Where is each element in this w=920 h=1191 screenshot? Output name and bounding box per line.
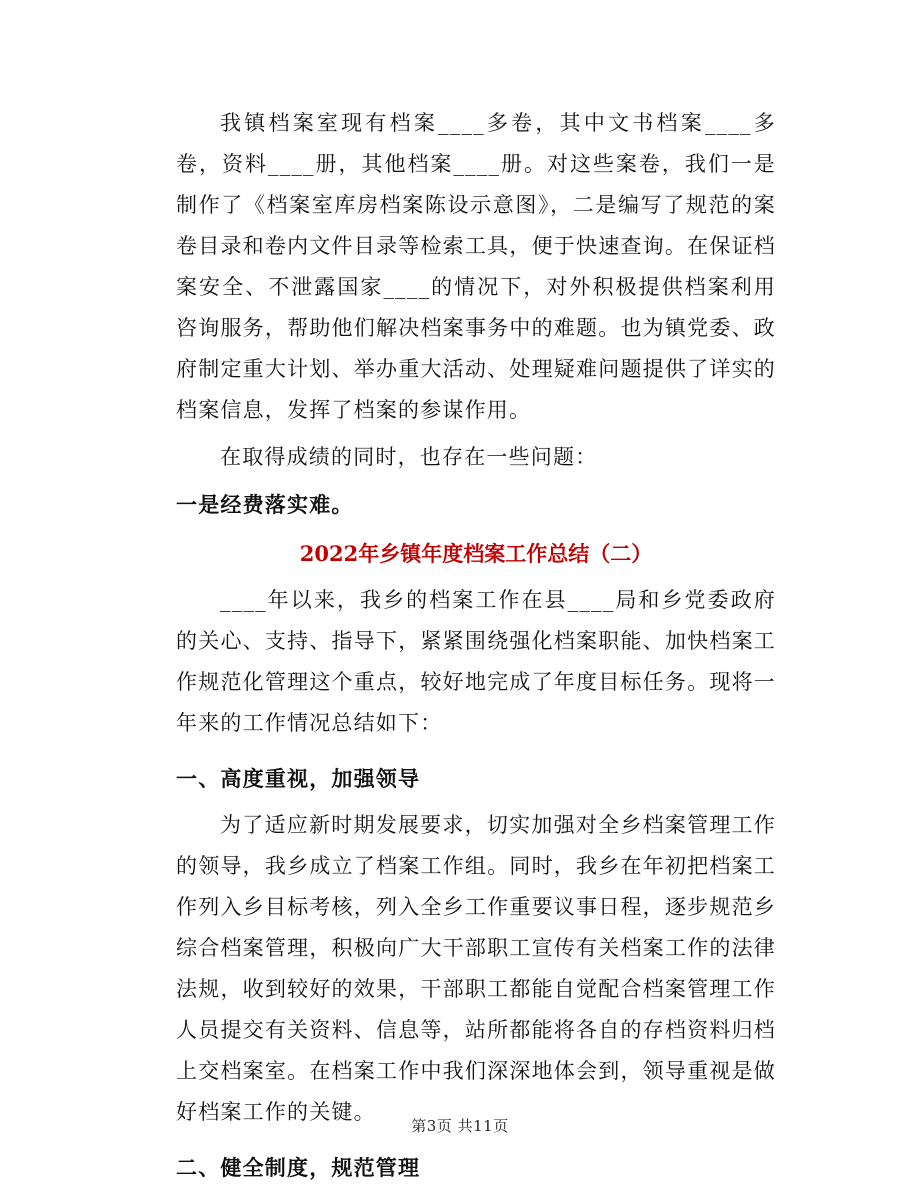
paragraph-problems-intro: 在取得成绩的同时，也存在一些问题：	[220, 445, 598, 469]
point-one-funding: 一是经费落实难。	[176, 492, 354, 517]
section-heading-2: 二、健全制度，规范管理	[176, 1155, 421, 1180]
paragraph-archive-holdings: 我镇档案室现有档案____多卷，其中文书档案____多卷，资料____册，其他档案____册。对这些案卷，我们一是制作了《档案室库房档案陈设示意图》，二是编写了规范的案卷目录和卷内文件目录等检索工具，便于快速查询。在保证档案安全、不泄露国家____的情况下，对外积极提供档案利用咨询服务，帮助他们解决档案事务中的难题。也为镇党委、政府制定重大计划、举办重大活动、处理疑难问题提供了详实的档案信息，发挥了档案的参谋作用。	[176, 111, 776, 422]
document-title: 2022年乡镇年度档案工作总结（二）	[299, 541, 653, 566]
paragraph-section-1: 为了适应新时期发展要求，切实加强对全乡档案管理工作的领导，我乡成立了档案工作组。同时，我乡在年初把档案工作列入乡目标考核，列入全乡工作重要议事日程，逐步规范乡综合档案管理，积极向广大干部职工宣传有关档案工作的法律法规，收到较好的效果，干部职工都能自觉配合档案管理工作人员提交有关资料、信息等，站所都能将各自的存档资料归档上交档案室。在档案工作中我们深深地体会到，领导重视是做好档案工作的关键。	[176, 813, 776, 1124]
page-number-footer: 第3页 共11页	[411, 1117, 509, 1135]
paragraph-intro: ____年以来，我乡的档案工作在县____局和乡党委政府的关心、支持、指导下，紧紧围绕强化档案职能、加快档案工作规范化管理这个重点，较好地完成了年度目标任务。现将一年来的工作情况总结如下：	[176, 588, 776, 735]
document-body	[176, 103, 776, 1188]
section-heading-1: 一、高度重视，加强领导	[176, 766, 421, 791]
